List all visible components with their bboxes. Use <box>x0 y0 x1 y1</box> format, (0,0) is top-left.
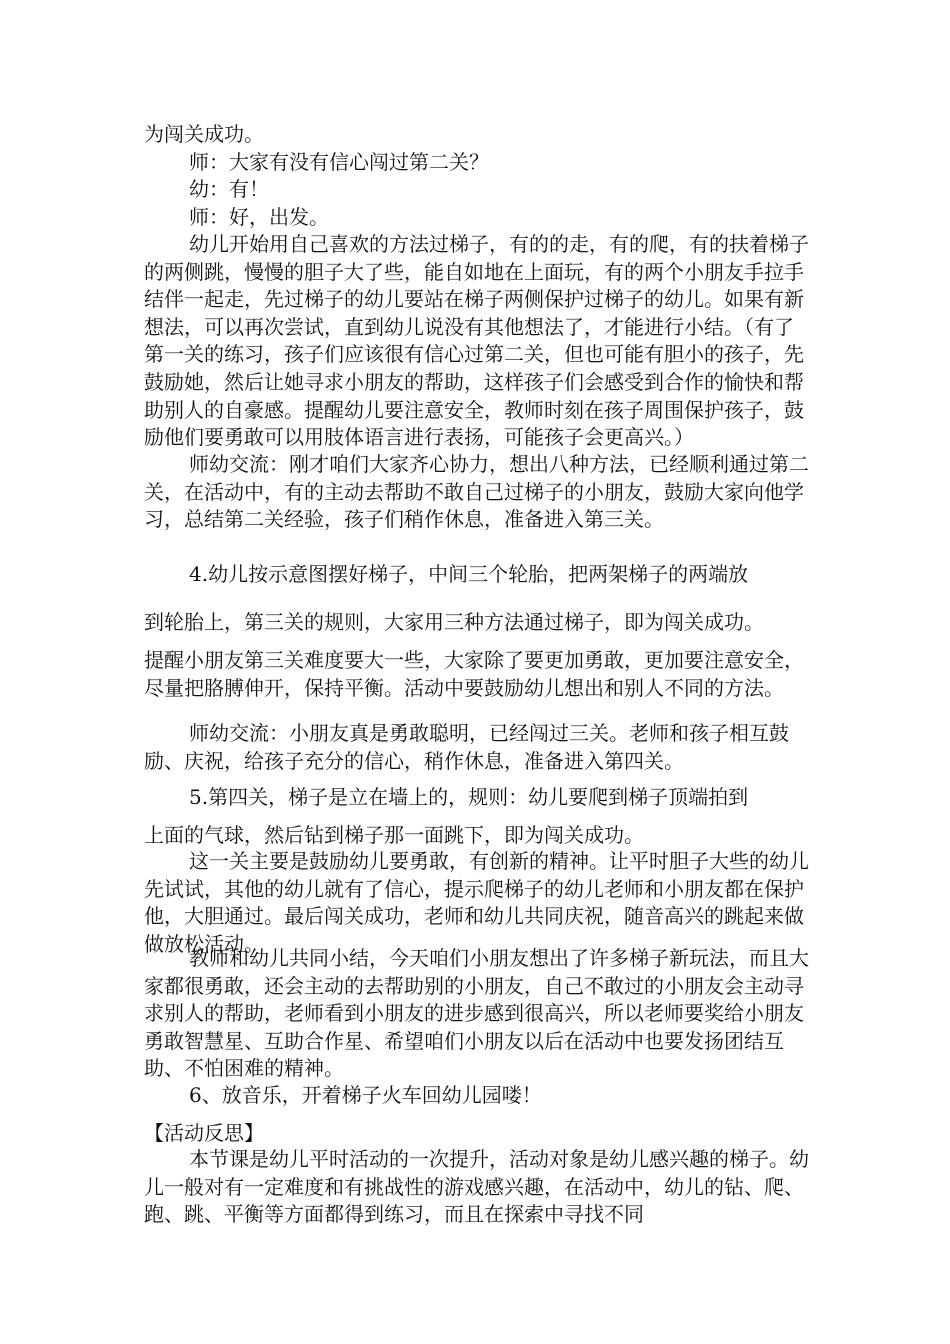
paragraph: 这一关主要是鼓励幼儿要勇敢，有创新的精神。让平时胆子大些的幼儿先试试，其他的幼儿就有了信心，提示爬梯子的幼儿老师和小朋友都在保护他，大胆通过。最后闯关成功，老师和幼儿共同庆祝，随音高兴的跳起来做做放松活动。 <box>144 849 809 956</box>
paragraph: 师幼交流：小朋友真是勇敢聪明，已经闯过三关。老师和孩子相互鼓励、庆祝，给孩子充分的信心，稍作休息，准备进入第四关。 <box>144 721 789 773</box>
section-heading: 【活动反思】 <box>144 1121 264 1145</box>
paragraph: 师：大家有没有信心闯过第二关？ <box>189 150 489 174</box>
paragraph: 到轮胎上，第三关的规则，大家用三种方法通过梯子，即为闯关成功。 <box>144 610 764 634</box>
paragraph: 师幼交流：刚才咱们大家齐心协力，想出八种方法，已经顺利通过第二关，在活动中，有的主动去帮助不敢自己过梯子的小朋友，鼓励大家向他学习，总结第二关经验，孩子们稍作休息，准备进入第三关。 <box>144 452 809 532</box>
paragraph: 4.幼儿按示意图摆好梯子，中间三个轮胎，把两架梯子的两端放 <box>189 562 749 586</box>
paragraph: 提醒小朋友第三关难度要大一些，大家除了要更加勇敢，更加要注意安全，尽量把胳膊伸开，保持平衡。活动中要鼓励幼儿想出和别人不同的方法。 <box>144 648 804 700</box>
paragraph: 幼儿开始用自己喜欢的方法过梯子，有的的走，有的爬，有的扶着梯子的两侧跳，慢慢的胆子大了些，能自如地在上面玩，有的两个小朋友手拉手结伴一起走，先过梯子的幼儿要站在梯子两侧保护过梯子的幼儿。如果有新想法，可以再次尝试，直到幼儿说没有其他想法了，才能进行小结。（有了第一关的练习，孩子们应该很有信心过第二关，但也可能有胆小的孩子，先鼓励她，然后让她寻求小朋友的帮助，这样孩子们会感受到合作的愉快和帮助别人的自豪感。提醒幼儿要注意安全，教师时刻在孩子周围保护孩子，鼓励他们要勇敢可以用肢体语言进行表扬，可能孩子会更高兴。） <box>144 232 809 450</box>
paragraph: 教师和幼儿共同小结，今天咱们小朋友想出了许多梯子新玩法，而且大家都很勇敢，还会主动的去帮助别的小朋友，自己不敢过的小朋友会主动寻求别人的帮助，老师看到小朋友的进步感到很高兴，所以老师要奖给小朋友勇敢智慧星、互助合作星、希望咱们小朋友以后在活动中也要发扬团结互助、不怕困难的精神。 <box>144 946 809 1081</box>
paragraph: 6、放音乐，开着梯子火车回幼儿园喽！ <box>189 1083 542 1107</box>
paragraph: 幼：有！ <box>189 177 269 201</box>
paragraph: 本节课是幼儿平时活动的一次提升，活动对象是幼儿感兴趣的梯子。幼儿一般对有一定难度和有挑战性的游戏感兴趣，在活动中，幼儿的钻、爬、跑、跳、平衡等方面都得到练习，而且在探索中寻找不同 <box>144 1147 809 1227</box>
paragraph: 5.第四关，梯子是立在墙上的，规则：幼儿要爬到梯子顶端拍到 <box>189 785 749 809</box>
paragraph: 上面的气球，然后钻到梯子那一面跳下，即为闯关成功。 <box>144 823 644 847</box>
paragraph: 师：好，出发。 <box>189 205 329 229</box>
paragraph: 为闯关成功。 <box>144 122 264 146</box>
